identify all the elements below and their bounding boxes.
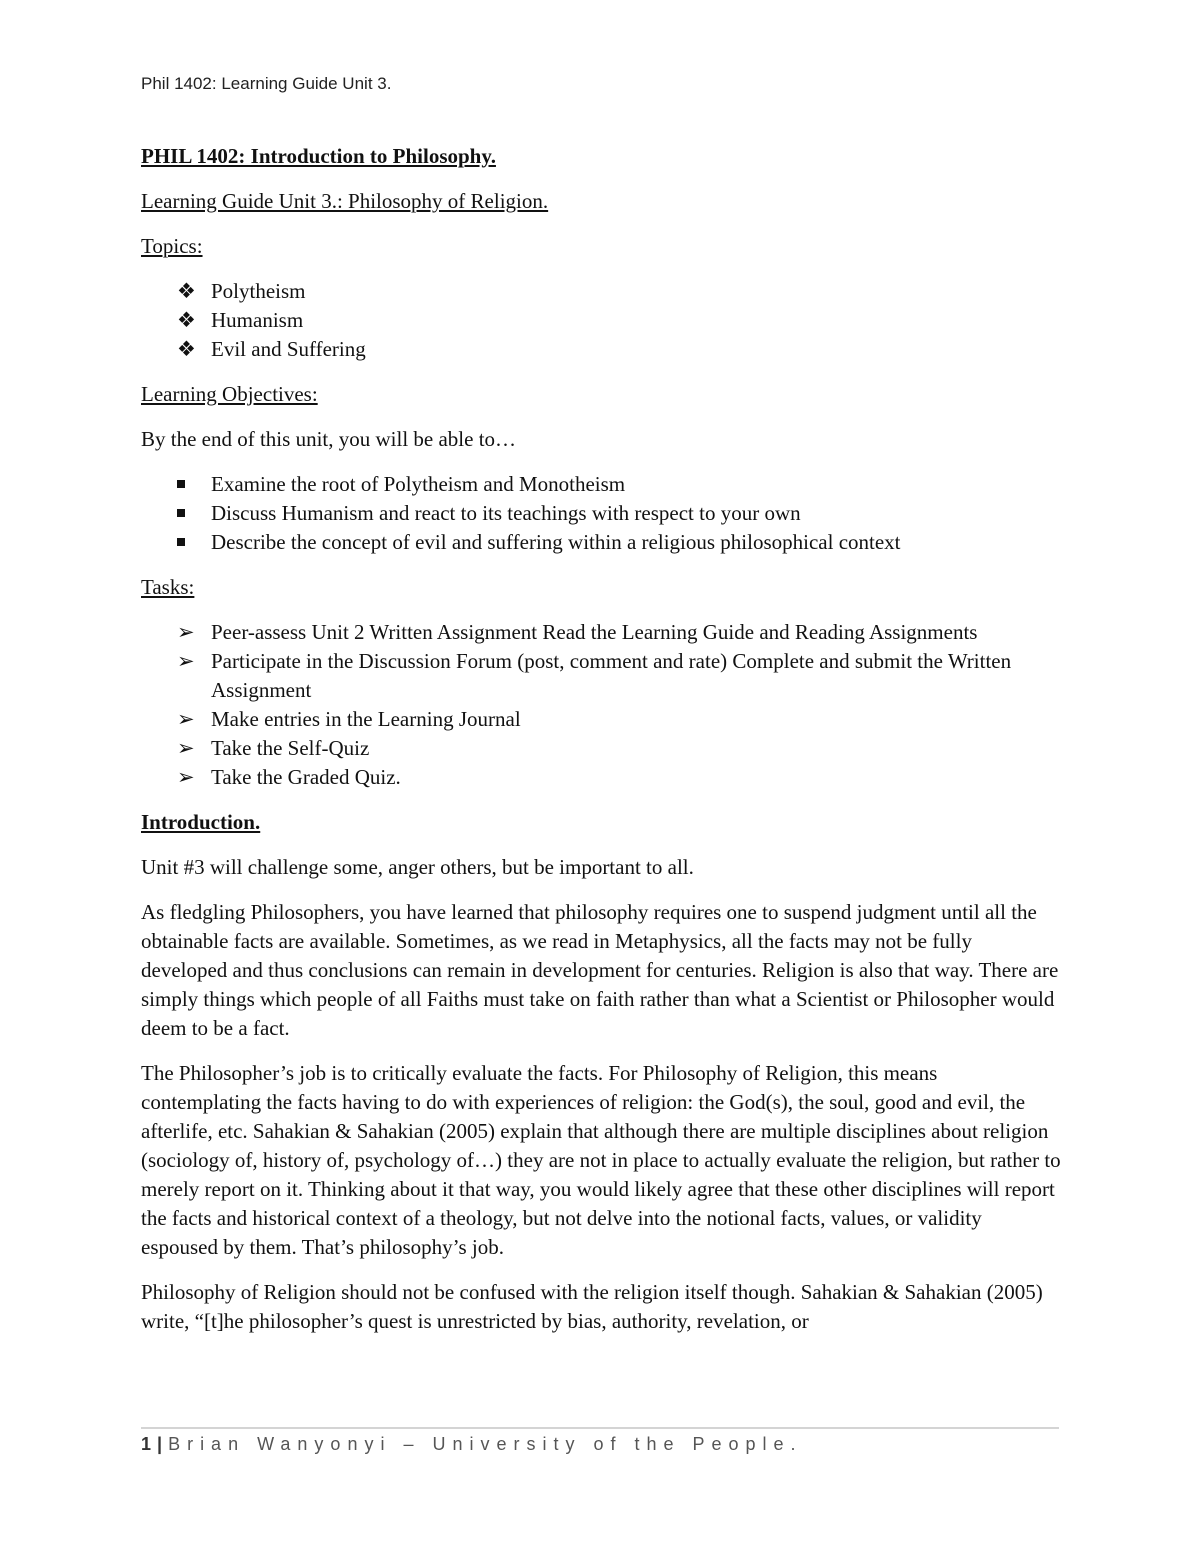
tasks-list (141, 618, 1061, 792)
footer-separator: | (157, 1434, 163, 1454)
diamond-bullet-icon: ❖ (177, 337, 196, 361)
arrow-bullet-icon: ➢ (177, 765, 195, 789)
list-item: ➢ Make entries in the Learning Journal (141, 705, 1061, 734)
square-bullet-icon (177, 509, 185, 517)
page-number: 1 (141, 1434, 152, 1454)
objectives-list (141, 470, 1061, 557)
arrow-bullet-icon: ➢ (177, 620, 195, 644)
list-item: ➢ Participate in the Discussion Forum (post, comment and rate) Complete and submit the Written Assignment (177, 649, 1012, 702)
objectives-label: Learning Objectives: (141, 382, 318, 406)
footer-author: Brian Wanyonyi – University of the People. (168, 1434, 803, 1454)
list-item: ➢ Peer-assess Unit 2 Written Assignment Read the Learning Guide and Reading Assignments (141, 618, 1061, 647)
document-body (141, 142, 1061, 1352)
tasks-label: Tasks: (141, 575, 195, 599)
introduction-paragraph: Unit #3 will challenge some, anger others, but be important to all. (141, 855, 694, 879)
introduction-paragraph: As fledgling Philosophers, you have learned that philosophy requires one to suspend judgment until all the obtainable facts are available. Sometimes, as we read in Metaphysics, all the facts may not be fully developed and thus conclusions can remain in development for centuries. Religion is also that way. There are simply things which people of all Faiths must take on faith rather than what a Scientist or Philosopher would deem to be a fact. (141, 900, 1059, 1040)
list-item: Examine the root of Polytheism and Monotheism (141, 470, 1061, 499)
diamond-bullet-icon: ❖ (177, 279, 196, 303)
page-footer (141, 1434, 803, 1455)
list-item: ❖ Evil and Suffering (141, 335, 1061, 364)
page-header: Phil 1402: Learning Guide Unit 3. (141, 74, 392, 93)
arrow-bullet-icon: ➢ (177, 736, 195, 760)
objectives-intro: By the end of this unit, you will be able to… (141, 427, 517, 451)
course-title: PHIL 1402: Introduction to Philosophy. (141, 144, 496, 168)
list-item: ➢ Take the Self-Quiz (141, 734, 1061, 763)
arrow-bullet-icon: ➢ (177, 707, 195, 731)
diamond-bullet-icon: ❖ (177, 308, 196, 332)
footer-divider (141, 1427, 1059, 1429)
introduction-paragraph: Philosophy of Religion should not be confused with the religion itself though. Sahakian & Sahakian (2005) write, “[t]he philosopher’s quest is unrestricted by bias, authority, revelation, or (141, 1280, 1043, 1333)
unit-title: Learning Guide Unit 3.: Philosophy of Religion. (141, 189, 549, 213)
square-bullet-icon (177, 538, 185, 546)
list-item: ❖ Humanism (141, 306, 1061, 335)
arrow-bullet-icon: ➢ (177, 649, 195, 673)
list-item: Describe the concept of evil and suffering within a religious philosophical context (141, 528, 1061, 557)
list-item: ❖ Polytheism (141, 277, 1061, 306)
square-bullet-icon (177, 480, 185, 488)
list-item: Discuss Humanism and react to its teachings with respect to your own (141, 499, 1061, 528)
topics-list (141, 277, 1061, 364)
list-item: ➢ Take the Graded Quiz. (141, 763, 1061, 792)
introduction-heading: Introduction. (141, 810, 261, 834)
topics-label: Topics: (141, 234, 203, 258)
introduction-paragraph: The Philosopher’s job is to critically evaluate the facts. For Philosophy of Religion, this means contemplating the facts having to do with experiences of religion: the God(s), the soul, good and evil, the afterlife, etc. Sahakian & Sahakian (2005) explain that although there are multiple disciplines about religion (sociology of, history of, psychology of…) they are not in place to actually evaluate the religion, but rather to merely report on it. Thinking about it that way, you would likely agree that these other disciplines will report the facts and historical context of a theology, but not delve into the notional facts, values, or validity espoused by them. That’s philosophy’s job. (141, 1061, 1061, 1259)
